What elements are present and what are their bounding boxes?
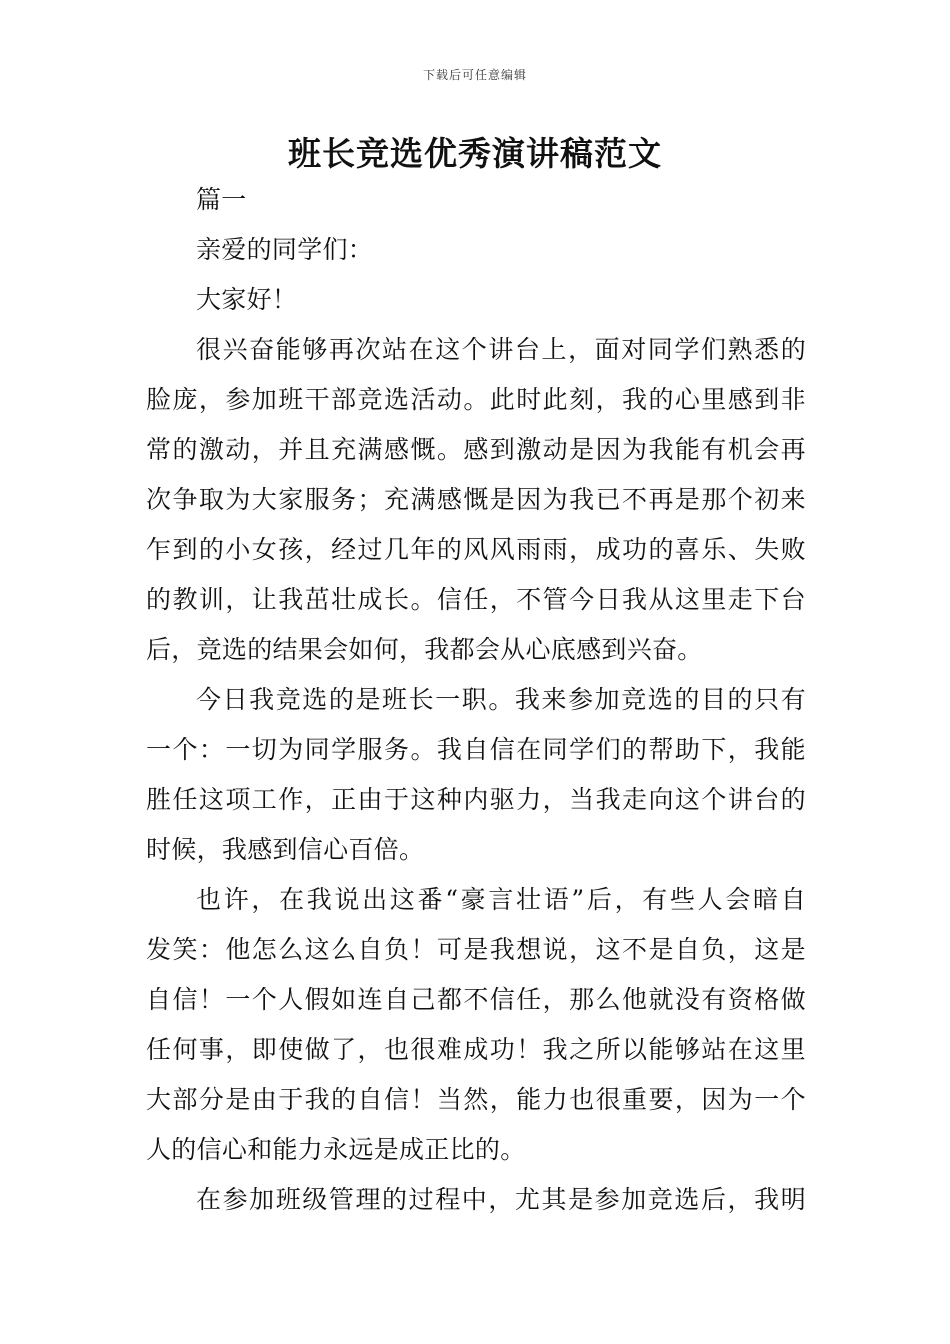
text-line: 胜任这项工作，正由于这种内驱力，当我走向这个讲台的	[146, 785, 806, 814]
text-line: 一个：一切为同学服务。我自信在同学们的帮助下，我能	[146, 735, 806, 764]
text-line: 亲爱的同学们：	[196, 235, 374, 264]
text-line: 篇一	[196, 185, 247, 214]
text-line: 大部分是由于我的自信！当然，能力也很重要，因为一个	[146, 1085, 806, 1114]
text-line: 后，竞选的结果会如何，我都会从心底感到兴奋。	[146, 635, 703, 664]
document-body	[146, 175, 806, 1225]
text-line: 发笑：他怎么这么自负！可是我想说，这不是自负，这是	[146, 935, 806, 964]
text-line: 也许，在我说出这番“豪言壮语”后，有些人会暗自	[196, 885, 806, 914]
text-line: 脸庞，参加班干部竞选活动。此时此刻，我的心里感到非	[146, 385, 806, 414]
text-line: 大家好！	[196, 285, 298, 314]
text-line: 在参加班级管理的过程中，尤其是参加竞选后，我明	[196, 1185, 806, 1214]
header-note: 下载后可任意编辑	[422, 68, 527, 82]
document-title: 班长竞选优秀演讲稿范文	[288, 134, 662, 173]
text-line: 很兴奋能够再次站在这个讲台上，面对同学们熟悉的	[196, 335, 806, 364]
text-line: 时候，我感到信心百倍。	[146, 835, 425, 864]
text-line: 次争取为大家服务；充满感慨是因为我已不再是那个初来	[146, 485, 806, 514]
text-line: 常的激动，并且充满感慨。感到激动是因为我能有机会再	[146, 435, 806, 464]
text-line: 自信！一个人假如连自己都不信任，那么他就没有资格做	[146, 985, 806, 1014]
text-line: 人的信心和能力永远是成正比的。	[146, 1135, 526, 1164]
text-line: 的教训，让我茁壮成长。信任，不管今日我从这里走下台	[146, 585, 806, 614]
text-line: 乍到的小女孩，经过几年的风风雨雨，成功的喜乐、失败	[146, 535, 806, 564]
text-line: 今日我竞选的是班长一职。我来参加竞选的目的只有	[196, 685, 806, 714]
text-line: 任何事，即使做了，也很难成功！我之所以能够站在这里	[146, 1035, 806, 1064]
